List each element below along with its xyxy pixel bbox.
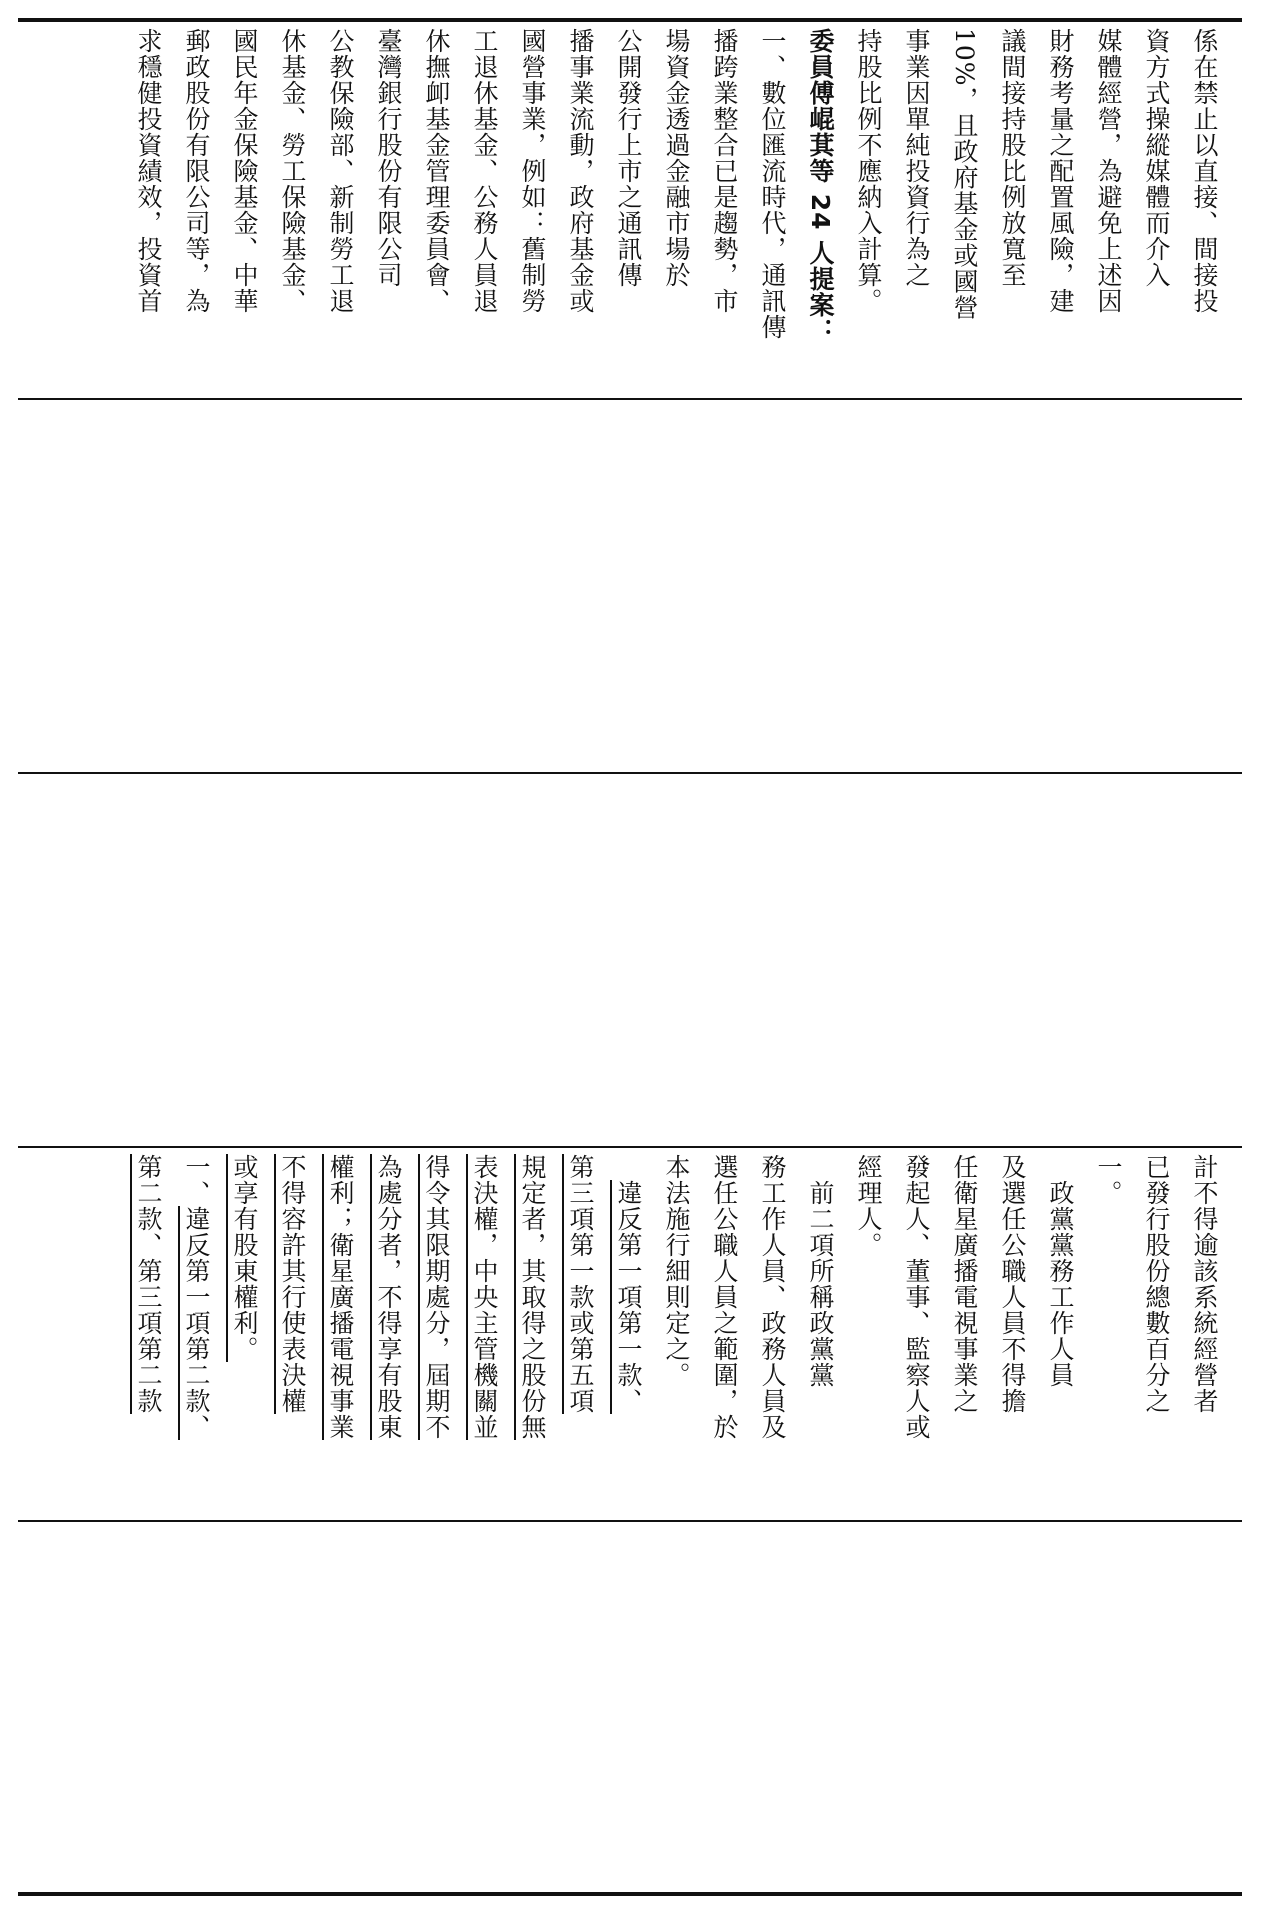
amended-text: 違反第一項第一款、 bbox=[614, 1180, 643, 1414]
amended-text: 第三項第一款或第五項 bbox=[566, 1154, 595, 1414]
text-column bbox=[1132, 1154, 1180, 1516]
text-segment: 係在禁止以直接、間接投 bbox=[1190, 28, 1219, 314]
amended-text: 不得容許其行使表決權 bbox=[278, 1154, 307, 1414]
text-column bbox=[316, 1154, 364, 1516]
text-column bbox=[1084, 1154, 1132, 1516]
text-column bbox=[268, 28, 316, 390]
text-column bbox=[1132, 28, 1180, 390]
rule-divider-3 bbox=[18, 1146, 1242, 1148]
text-segment: 媒體經營，為避免上述因 bbox=[1094, 28, 1123, 314]
law-text bbox=[124, 1154, 1228, 1516]
text-segment: 郵政股份有限公司等，為 bbox=[182, 28, 211, 314]
text-segment: 本法施行細則定之。 bbox=[662, 1154, 691, 1388]
text-column bbox=[796, 28, 844, 390]
text-segment: 國民年金保險基金、中華 bbox=[230, 28, 259, 314]
text-column bbox=[604, 28, 652, 390]
text-column bbox=[508, 1154, 556, 1516]
text-column bbox=[844, 28, 892, 390]
text-segment: 經理人。 bbox=[854, 1154, 883, 1258]
text-column bbox=[652, 1154, 700, 1516]
text-segment: 已發行股份總數百分之 bbox=[1142, 1154, 1171, 1414]
text-column bbox=[1180, 28, 1228, 390]
text-column bbox=[940, 28, 988, 390]
text-column bbox=[700, 28, 748, 390]
text-segment: 公教保險部、新制勞工退 bbox=[326, 28, 355, 314]
text-column bbox=[844, 1154, 892, 1516]
text-column bbox=[412, 28, 460, 390]
text-segment: 務工作人員、政務人員及 bbox=[758, 1154, 787, 1440]
text-column bbox=[124, 28, 172, 390]
text-column bbox=[748, 1154, 796, 1516]
amended-text: 或享有股東權利。 bbox=[230, 1154, 259, 1362]
amended-text: 表決權，中央主管機關並 bbox=[470, 1154, 499, 1440]
rule-top bbox=[18, 18, 1242, 22]
text-column bbox=[1180, 1154, 1228, 1516]
text-column bbox=[220, 28, 268, 390]
cell-empty-1 bbox=[18, 402, 1242, 770]
text-segment: 一、數位匯流時代，通訊傳 bbox=[758, 28, 787, 340]
text-column bbox=[1084, 28, 1132, 390]
amended-text: 權利；衛星廣播電視事業 bbox=[326, 1154, 355, 1440]
text-column bbox=[124, 1154, 172, 1516]
text-column bbox=[556, 1154, 604, 1516]
text-segment: 求穩健投資績效，投資首 bbox=[134, 28, 163, 314]
cell-empty-2 bbox=[18, 776, 1242, 1144]
text-column bbox=[364, 1154, 412, 1516]
text-column bbox=[268, 1154, 316, 1516]
text-segment: 播事業流動，政府基金或 bbox=[566, 28, 595, 314]
text-segment: 場資金透過金融市場於 bbox=[662, 28, 691, 288]
amended-text: 違反第一項第二款、 bbox=[182, 1206, 211, 1440]
text-segment: 播跨業整合已是趨勢，市 bbox=[710, 28, 739, 314]
text-column bbox=[940, 1154, 988, 1516]
text-segment: 計不得逾該系統經營者 bbox=[1190, 1154, 1219, 1414]
text-segment: 休基金、勞工保險基金、 bbox=[278, 28, 307, 314]
text-column bbox=[412, 1154, 460, 1516]
text-column bbox=[1036, 28, 1084, 390]
rule-bottom bbox=[18, 1892, 1242, 1896]
text-segment: 一、 bbox=[182, 1154, 211, 1206]
cell-empty-3 bbox=[18, 1524, 1242, 1890]
text-segment: 國營事業，例如：舊制勞 bbox=[518, 28, 547, 314]
text-column bbox=[796, 1154, 844, 1516]
text-column bbox=[988, 1154, 1036, 1516]
text-segment: 一。 bbox=[1094, 1154, 1123, 1206]
text-column bbox=[172, 28, 220, 390]
rule-divider-1 bbox=[18, 398, 1242, 400]
amended-text: 為處分者，不得享有股東 bbox=[374, 1154, 403, 1440]
text-segment: 前二項所稱政黨黨 bbox=[806, 1154, 835, 1388]
text-column bbox=[460, 1154, 508, 1516]
text-segment: 持股比例不應納入計算。 bbox=[854, 28, 883, 314]
text-column bbox=[220, 1154, 268, 1516]
text-column bbox=[652, 28, 700, 390]
rule-divider-4 bbox=[18, 1520, 1242, 1522]
text-column bbox=[988, 28, 1036, 390]
text-column bbox=[700, 1154, 748, 1516]
text-column bbox=[748, 28, 796, 390]
text-segment: 10%，且政府基金或國營 bbox=[950, 28, 979, 321]
text-column bbox=[892, 28, 940, 390]
text-segment: 財務考量之配置風險，建 bbox=[1046, 28, 1075, 314]
text-segment: 公開發行上市之通訊傳 bbox=[614, 28, 643, 288]
text-segment: 選任公職人員之範圍，於 bbox=[710, 1154, 739, 1440]
text-segment: 休撫卹基金管理委員會、 bbox=[422, 28, 451, 314]
text-segment: 政黨黨務工作人員 bbox=[1046, 1154, 1075, 1388]
text-column bbox=[604, 1154, 652, 1516]
rule-divider-2 bbox=[18, 772, 1242, 774]
text-segment: 任衛星廣播電視事業之 bbox=[950, 1154, 979, 1414]
text-segment: 工退休基金、公務人員退 bbox=[470, 28, 499, 314]
text-column bbox=[316, 28, 364, 390]
amended-text: 得令其限期處分，屆期不 bbox=[422, 1154, 451, 1440]
proposer-heading: 委員傅崐萁等 24 人提案： bbox=[806, 28, 835, 345]
text-column bbox=[892, 1154, 940, 1516]
amended-text: 規定者，其取得之股份無 bbox=[518, 1154, 547, 1440]
text-column bbox=[172, 1154, 220, 1516]
proposal-text bbox=[124, 28, 1228, 390]
text-segment: 及選任公職人員不得擔 bbox=[998, 1154, 1027, 1414]
amended-text: 第二款、第三項第二款 bbox=[134, 1154, 163, 1414]
cell-top-proposal bbox=[18, 24, 1242, 396]
text-column bbox=[460, 28, 508, 390]
text-segment: 事業因單純投資行為之 bbox=[902, 28, 931, 288]
cell-law-text bbox=[18, 1150, 1242, 1518]
text-segment bbox=[614, 1154, 643, 1180]
text-segment: 臺灣銀行股份有限公司 bbox=[374, 28, 403, 288]
text-column bbox=[508, 28, 556, 390]
text-segment: 議間接持股比例放寬至 bbox=[998, 28, 1027, 288]
text-column bbox=[364, 28, 412, 390]
text-column bbox=[1036, 1154, 1084, 1516]
text-segment: 發起人、董事、監察人或 bbox=[902, 1154, 931, 1440]
text-segment: 資方式操縱媒體而介入 bbox=[1142, 28, 1171, 288]
text-column bbox=[556, 28, 604, 390]
